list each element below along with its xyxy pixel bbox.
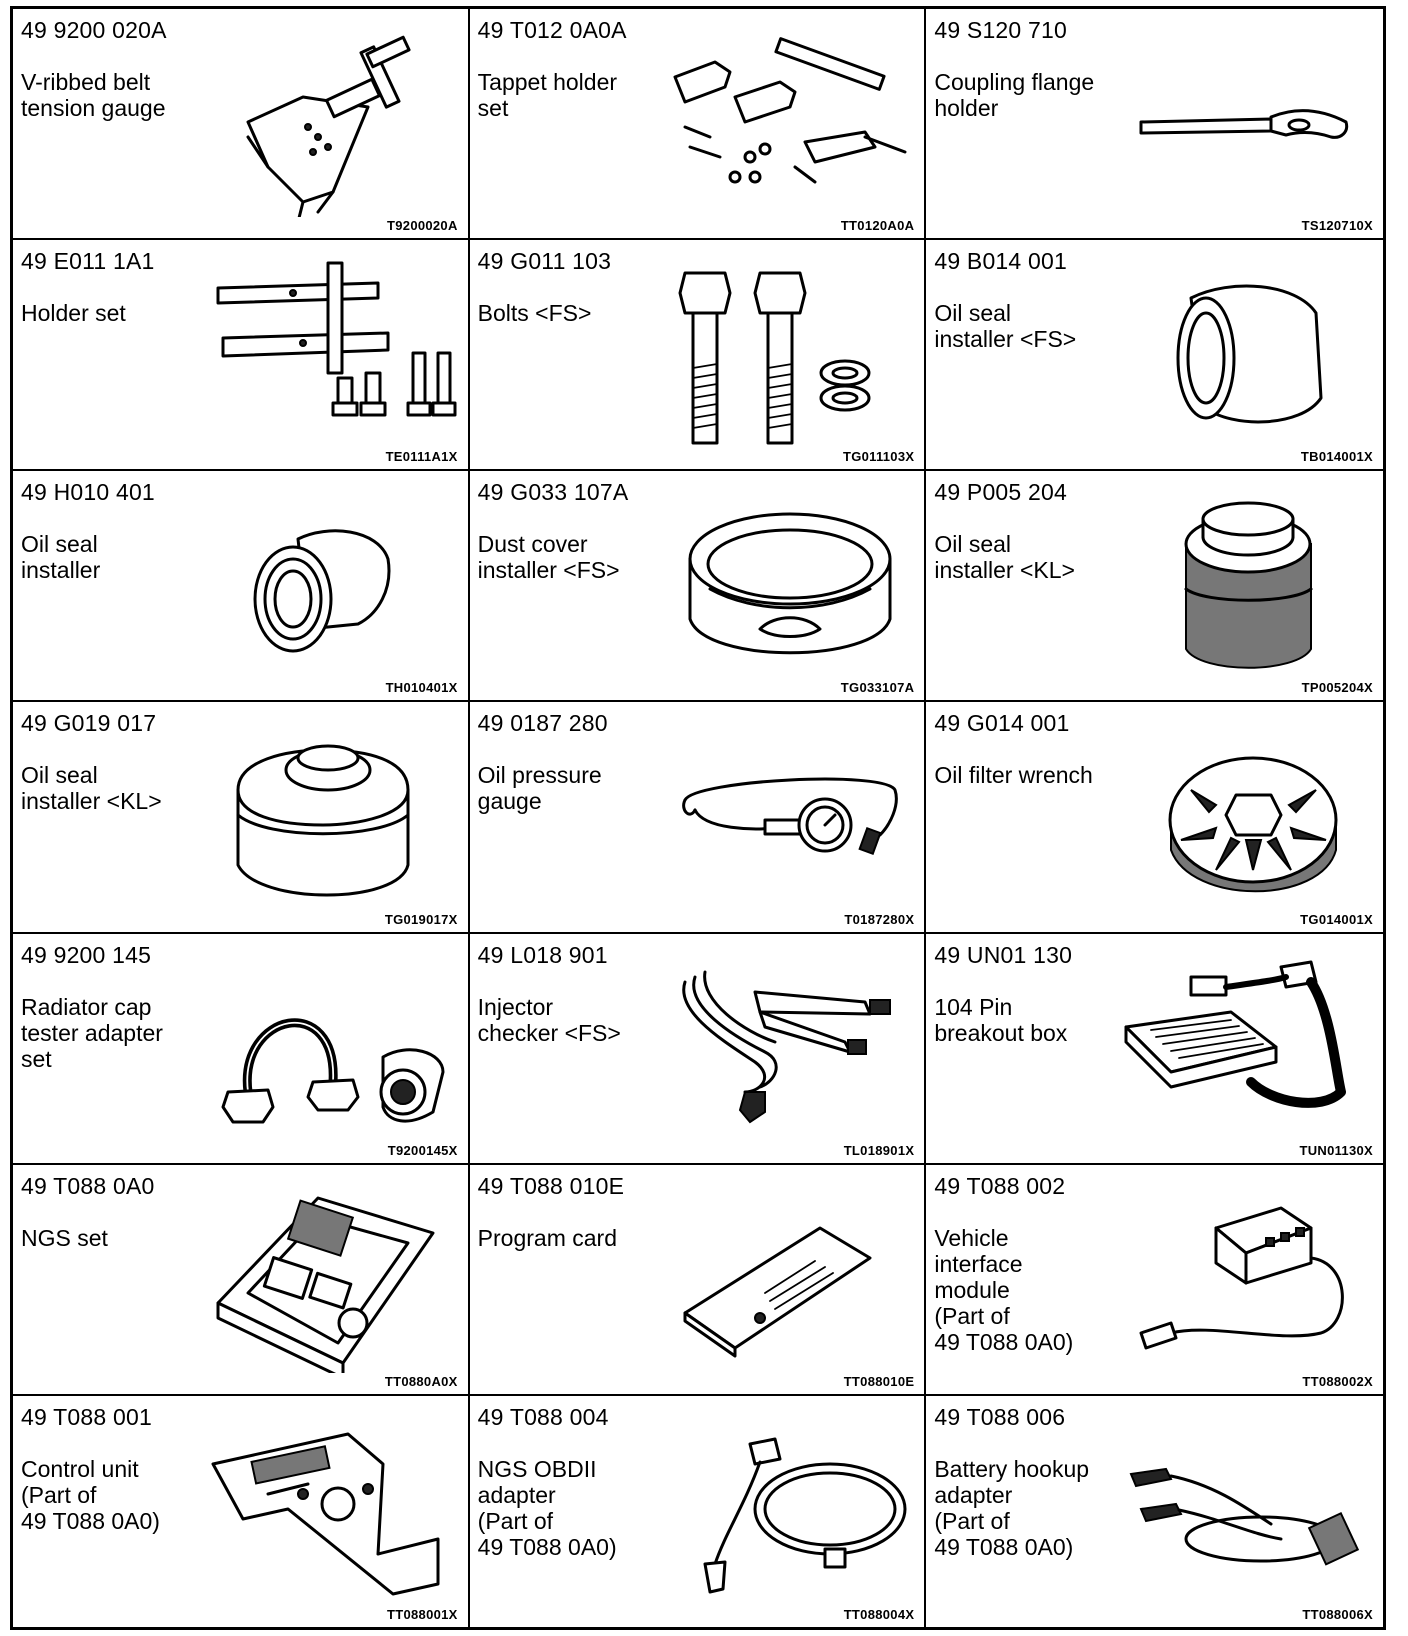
tool-name: Battery hookup adapter (Part of 49 T088 0A0) [934,1455,1090,1560]
part-number: 49 UN01 130 [934,941,1073,968]
tool-cell [470,240,927,471]
battery-hookup-adapter-icon [1121,1414,1371,1604]
part-number: 49 G014 001 [934,710,1070,737]
tool-cell [13,240,470,471]
part-number: 49 T088 004 [477,1403,609,1430]
tool-name: Vehicle interface module (Part of 49 T088 0A0) [934,1224,1074,1355]
control-unit-icon [208,1414,458,1604]
figure-code: TS120710X [1301,218,1373,234]
figure-code: TUN01130X [1299,1142,1373,1158]
tool-cell [926,934,1383,1165]
special-tools-table [10,6,1386,1630]
tool-cell [926,1396,1383,1627]
part-number: 49 T088 002 [934,1172,1066,1199]
tool-cell [926,702,1383,933]
tool-name: Control unit (Part of 49 T088 0A0) [21,1455,160,1534]
part-number: 49 H010 401 [21,479,155,506]
figure-code: TP005204X [1301,680,1373,696]
tool-name: Tappet holder set [477,69,618,121]
ngs-set-case-icon [208,1183,458,1373]
tool-name: Oil seal installer <FS> [934,300,1077,353]
figure-code: TG014001X [1300,911,1373,927]
oil-seal-installer-cap-icon [208,720,458,910]
tool-name: Oil filter wrench [934,762,1093,789]
dust-cover-installer-icon [665,489,915,679]
figure-code: TT088001X [387,1606,458,1622]
tool-name: Oil pressure gauge [477,762,602,815]
tool-name: Oil seal installer [21,531,101,584]
radiator-cap-adapter-icon [208,952,458,1142]
tool-cell [470,934,927,1165]
tool-name: Dust cover installer <FS> [477,531,620,584]
figure-code: TT088010E [843,1373,915,1389]
tappet-holder-set-icon [665,27,915,217]
part-number: 49 T088 0A0 [21,1172,155,1199]
tool-cell [470,9,927,240]
figure-code: TG011103X [842,449,915,465]
breakout-box-icon [1121,952,1371,1142]
part-number: 49 P005 204 [934,479,1067,506]
tool-name: NGS set [21,1224,108,1251]
part-number: 49 G011 103 [477,248,612,275]
flange-holder-icon [1121,27,1371,217]
tool-name: Program card [477,1224,617,1251]
part-number: 49 G019 017 [21,710,157,737]
figure-code: TG033107A [840,680,915,696]
part-number: 49 T088 010E [477,1172,625,1199]
figure-code: T9200145X [387,1142,458,1158]
tool-name: V-ribbed belt tension gauge [21,69,166,121]
part-number: 49 L018 901 [477,941,608,968]
tool-name: 104 Pin breakout box [934,993,1068,1046]
figure-code: TE0111A1X [385,449,458,465]
tool-name: Holder set [21,300,126,327]
part-number: 49 9200 020A [21,17,167,43]
part-number: 49 0187 280 [477,710,608,737]
belt-tension-gauge-icon [208,27,458,217]
injector-checker-icon [665,952,915,1142]
tool-cell [13,1396,470,1627]
tool-cell [470,1165,927,1396]
tool-name: Bolts <FS> [477,300,592,327]
figure-code: TT088006X [1302,1606,1373,1622]
oil-seal-installer-drum-icon [1121,258,1371,448]
holder-set-icon [208,258,458,448]
part-number: 49 T088 001 [21,1403,152,1430]
tool-cell [470,471,927,702]
figure-code: T9200020A [387,218,458,234]
part-number: 49 G033 107A [477,479,629,506]
tool-cell [926,1165,1383,1396]
tool-name: Injector checker <FS> [477,993,621,1046]
tool-name: Coupling flange holder [934,69,1095,121]
vehicle-interface-module-icon [1121,1183,1371,1373]
tool-cell [13,934,470,1165]
tool-name: Oil seal installer <KL> [21,762,162,815]
tool-name: Oil seal installer <KL> [934,531,1075,584]
oil-seal-installer-knurled-icon [1121,489,1371,679]
tool-name: Radiator cap tester adapter set [21,993,163,1072]
tool-cell [926,471,1383,702]
oil-filter-wrench-icon [1121,720,1371,910]
figure-code: TG019017X [384,911,458,927]
tool-cell [470,1396,927,1627]
tool-cell [13,471,470,702]
program-card-icon [665,1183,915,1373]
part-number: 49 T012 0A0A [477,17,627,43]
figure-code: TB014001X [1300,449,1373,465]
oil-pressure-gauge-icon [665,720,915,910]
bolts-icon [665,258,915,448]
figure-code: TT0880A0X [384,1373,458,1389]
figure-code: TT0120A0A [840,218,915,234]
figure-code: TT088004X [843,1606,915,1622]
part-number: 49 9200 145 [21,941,152,968]
tool-name: NGS OBDII adapter (Part of 49 T088 0A0) [477,1455,617,1560]
tool-cell [926,9,1383,240]
figure-code: TL018901X [843,1142,915,1158]
tool-cell [926,240,1383,471]
part-number: 49 B014 001 [934,248,1067,275]
oil-seal-installer-sleeve-icon [208,489,458,679]
part-number: 49 E011 1A1 [21,248,155,275]
figure-code: TH010401X [385,680,458,696]
tool-cell [13,9,470,240]
part-number: 49 S120 710 [934,17,1067,43]
figure-code: TT088002X [1302,1373,1373,1389]
tool-cell [13,702,470,933]
figure-code: T0187280X [844,911,915,927]
part-number: 49 T088 006 [934,1403,1066,1430]
tool-cell [470,702,927,933]
tool-cell [13,1165,470,1396]
obdii-adapter-icon [665,1414,915,1604]
